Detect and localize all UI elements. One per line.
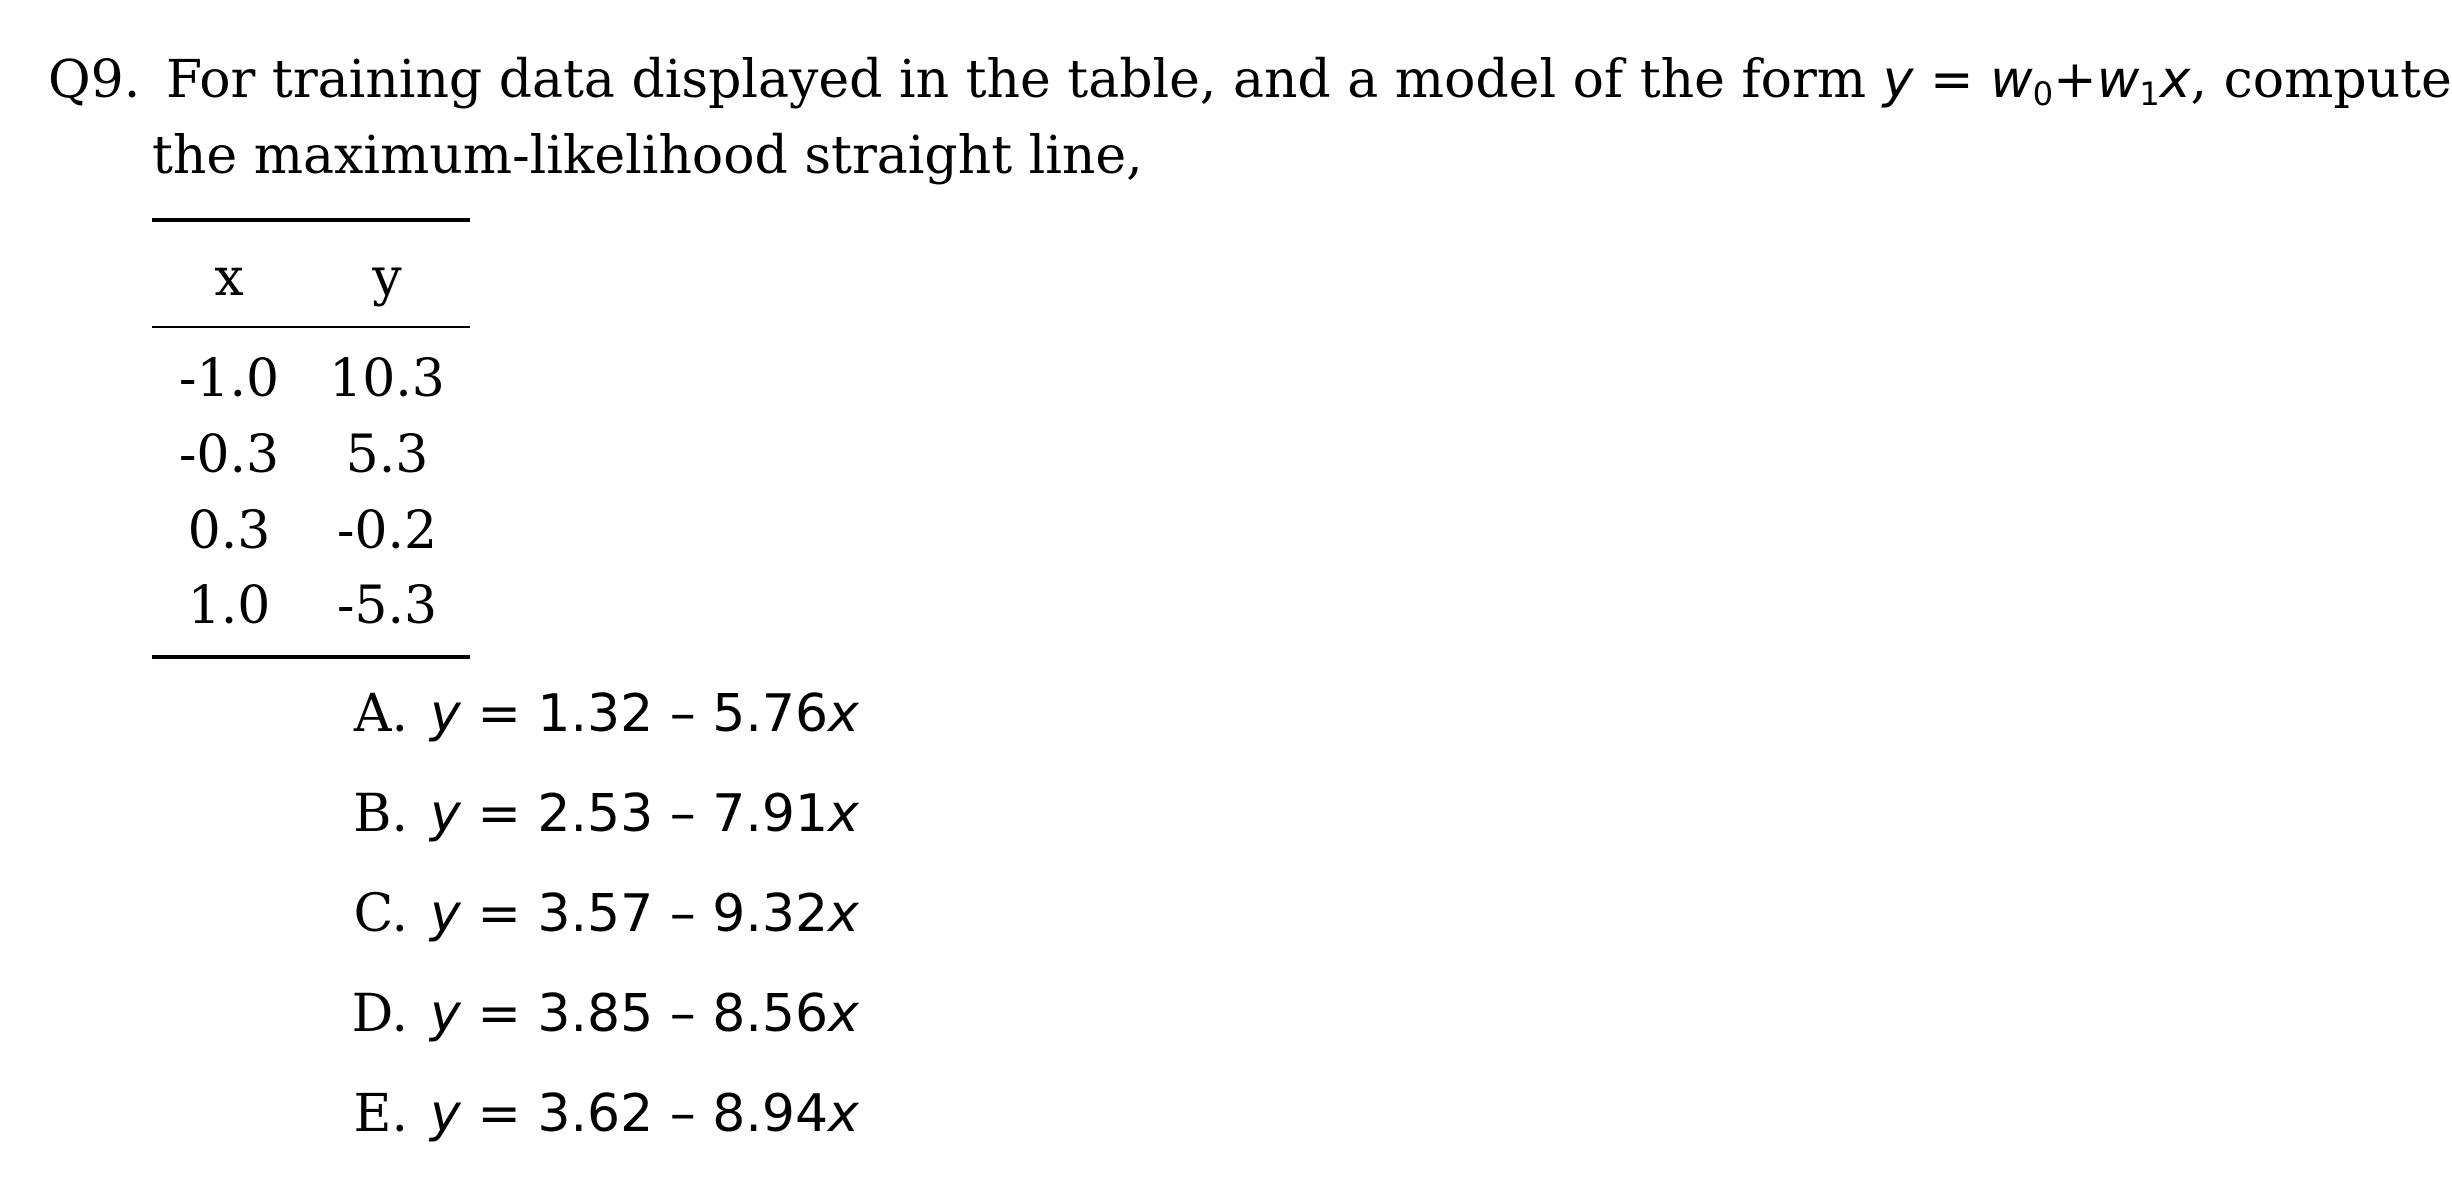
option-expression: y = 1.32 – 5.76x [430,684,859,744]
table-top-rule [152,218,470,222]
table-header-rule [152,326,470,328]
option-b [310,784,859,844]
option-letter: B. [353,784,408,844]
question-line-1 [48,50,2452,114]
option-expression: y = 2.53 – 7.91x [430,784,859,844]
question-line-2: the maximum-likelihood straight line, [152,126,1143,186]
table-cell-y: -0.2 [336,501,438,561]
option-letter: E. [353,1084,408,1144]
table-cell-x: 0.3 [187,501,271,561]
question-text-line-1: For training data displayed in the table, and a model of the form [166,50,1867,110]
table-bottom-rule [152,655,470,659]
option-d [310,984,859,1044]
table-cell-x: -0.3 [178,425,280,485]
question-text-line-1-end: , compute [2190,50,2452,110]
table-cell-y: -5.3 [336,576,438,636]
table-cell-x: 1.0 [187,576,271,636]
model-formula: $y = w_0+w_1x$ [1882,50,2191,114]
table-header-x: x [214,248,244,308]
table-header-y: y [372,248,402,308]
table-cell-y: 10.3 [329,349,445,409]
option-expression: y = 3.57 – 9.32x [430,884,859,944]
option-e [310,1084,859,1144]
option-a [310,684,859,744]
option-letter: D. [351,984,408,1044]
option-letter: C. [353,884,408,944]
option-expression: y = 3.85 – 8.56x [430,984,859,1044]
option-letter: A. [353,684,408,744]
option-c [310,884,859,944]
table-cell-y: 5.3 [345,425,429,485]
table-cell-x: -1.0 [178,349,280,409]
question-number: Q9. [48,50,141,110]
option-expression: y = 3.62 – 8.94x [430,1084,859,1144]
